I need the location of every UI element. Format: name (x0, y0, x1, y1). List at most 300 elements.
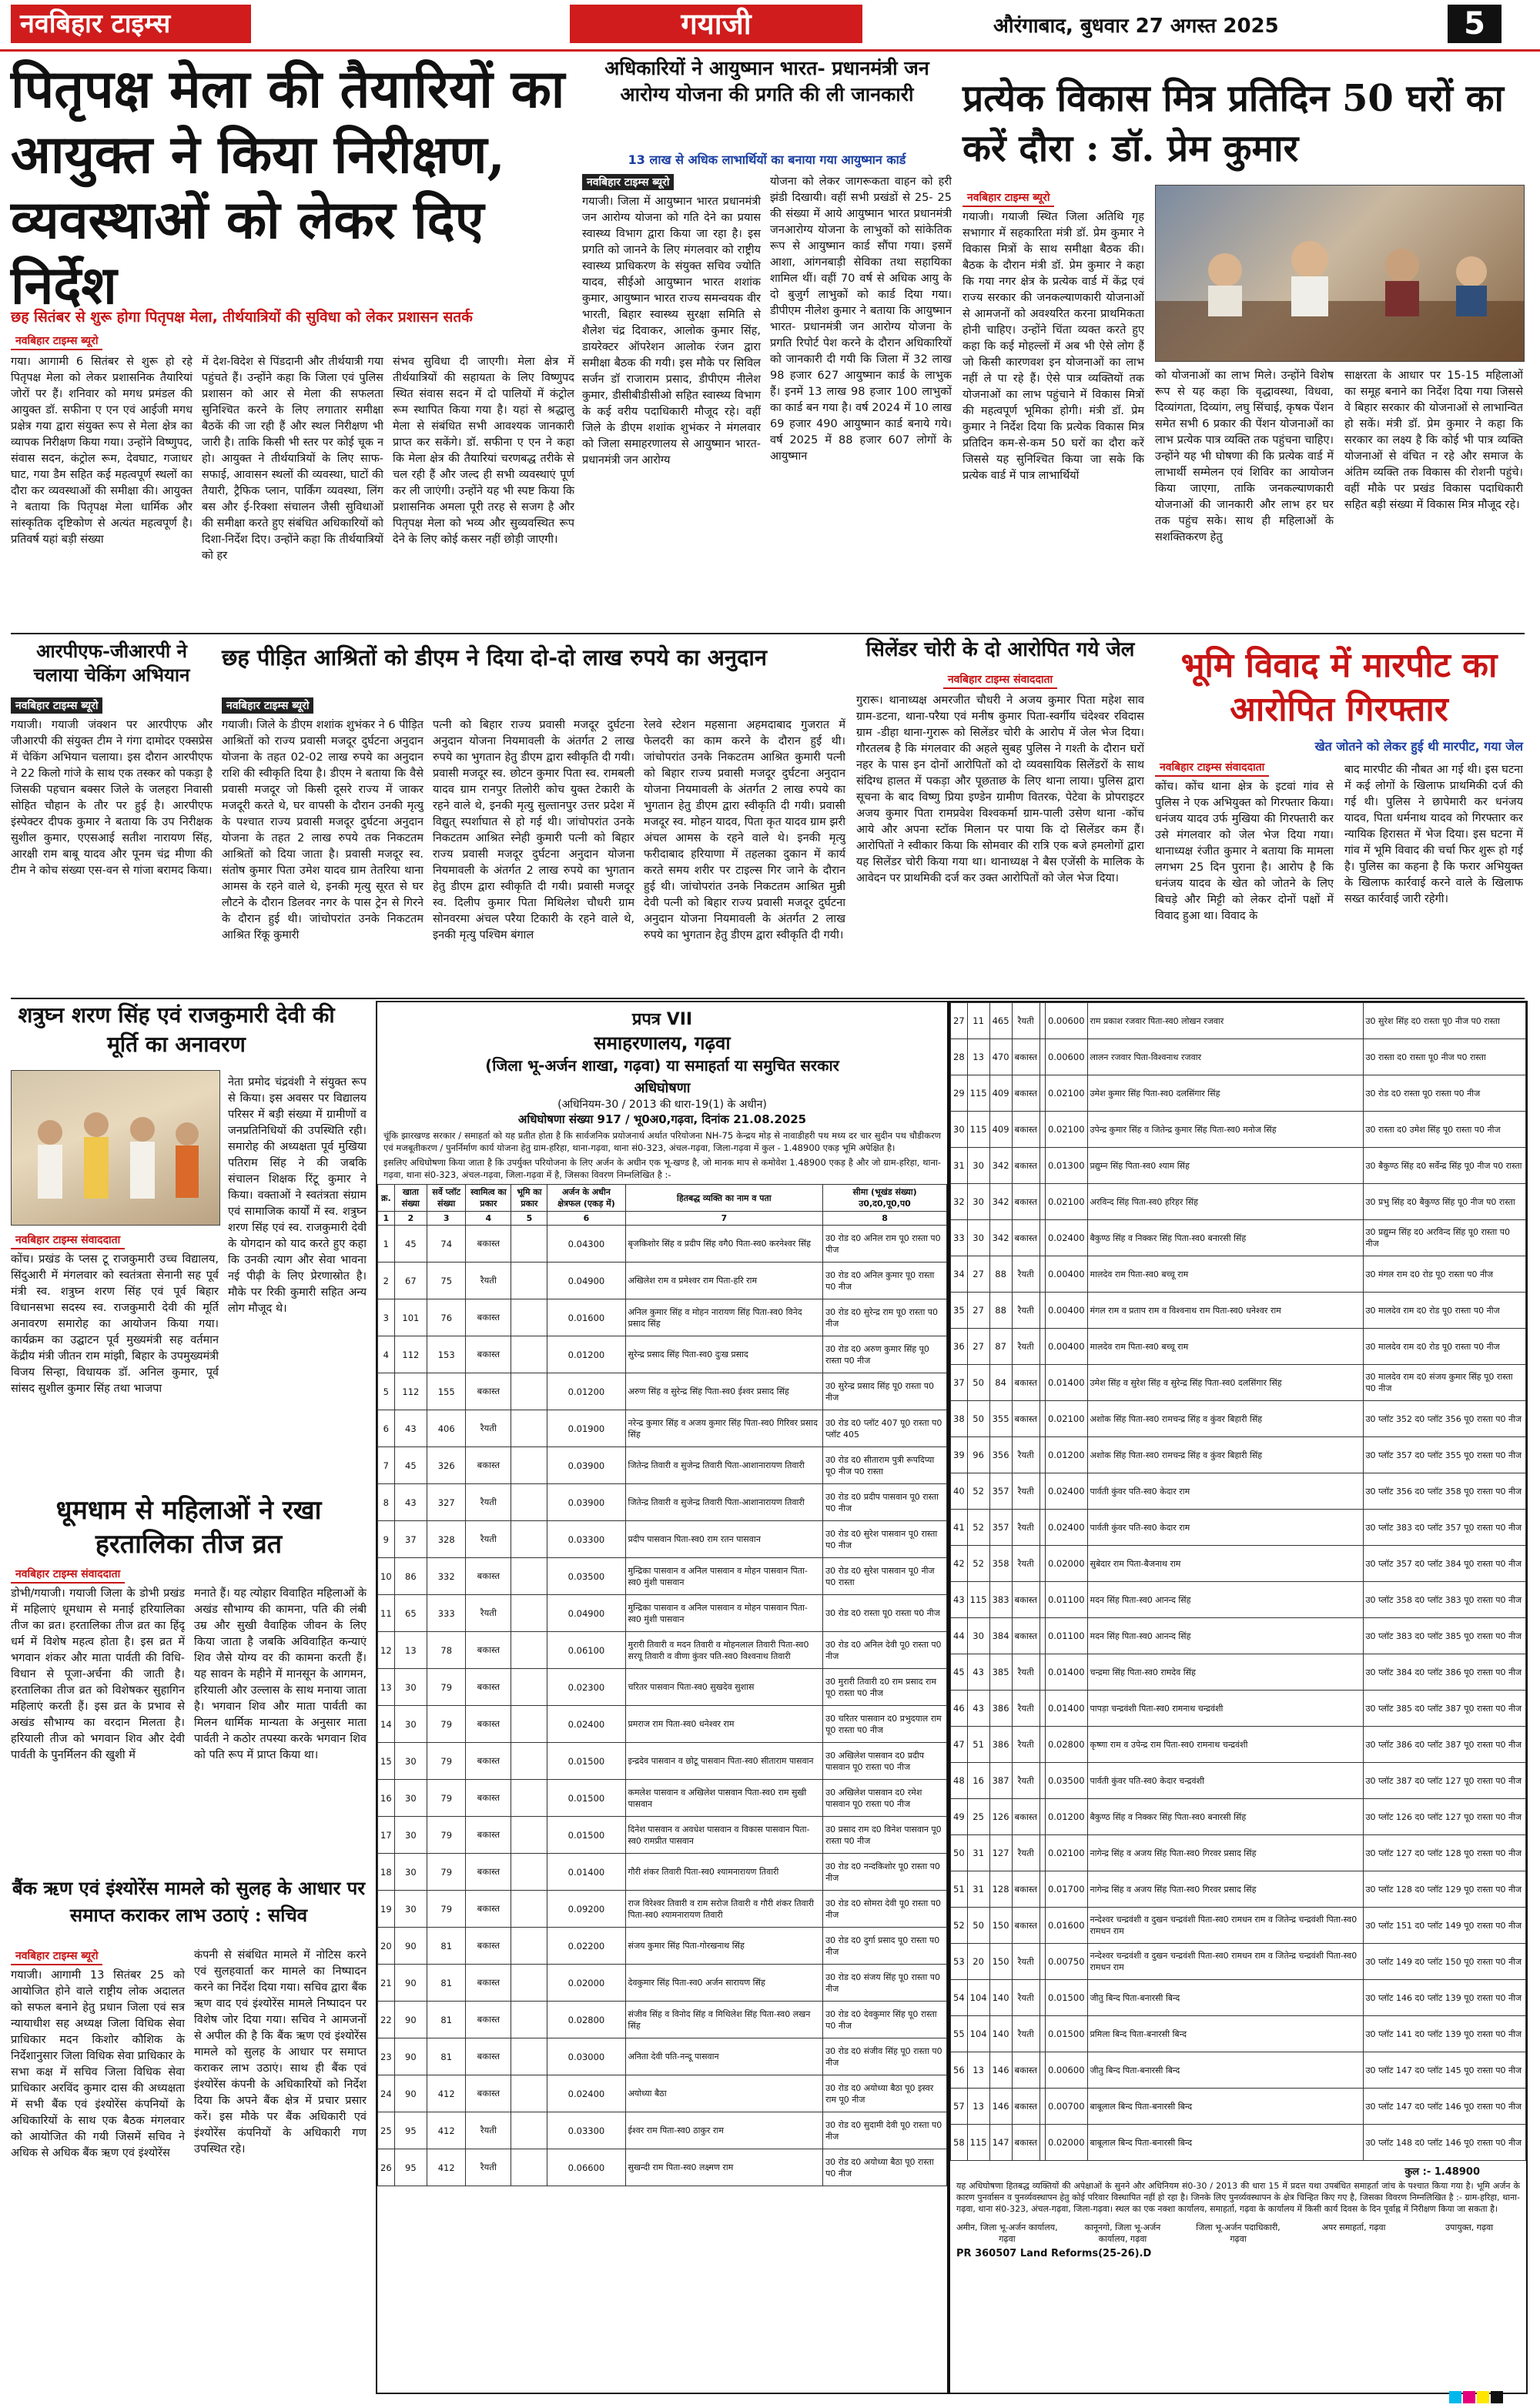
table-cell: 0.01600 (547, 1299, 625, 1336)
table-cell: उ0 प्लॉट 149 द0 प्लॉट 150 पू0 रास्ता प0 नीज (1363, 1944, 1525, 1980)
table-row (951, 1039, 1526, 1075)
table-row (378, 1226, 947, 1263)
table-cell: अयोध्या बैठा (625, 2075, 823, 2112)
table-cell: उ0 रोड द0 नन्दकिशोर पू0 रास्ता प0 नीज (823, 1854, 947, 1891)
table-cell: प्रमिला बिन्द पिता-बनारसी बिन्द (1087, 2016, 1363, 2052)
table-cell: 0.03500 (1045, 1763, 1087, 1799)
table-cell: नन्देश्वर चन्द्रवंशी व दुखन चन्द्रवंशी पिता-स्व0 रामधन राम व जितेन्द्र चन्द्रवंशी पिता-स्व0 रामधन राम (1087, 1908, 1363, 1944)
column-number: 8 (823, 1212, 947, 1226)
table-row (951, 1075, 1526, 1112)
column-number: 2 (394, 1212, 427, 1226)
table-cell: रैयती (466, 1410, 511, 1447)
table-cell (1040, 1293, 1045, 1329)
table-cell: 65 (394, 1595, 427, 1632)
table-cell (511, 1410, 547, 1447)
table-cell: 0.02000 (1045, 1546, 1087, 1582)
table-row (378, 1336, 947, 1373)
table-cell: पार्वती कुंवर पति-स्व0 केदार राम (1087, 1510, 1363, 1546)
table-cell: 13 (967, 2052, 989, 2089)
table-cell: 88 (989, 1293, 1012, 1329)
table-cell: उ0 रोड द0 रास्ता पू0 रास्ता प0 नीज (1363, 1075, 1525, 1112)
notice-act: (अधिनियम-30 / 2013 की धारा-19(1) के अधीन) (557, 1099, 767, 1111)
table-cell: 2 (378, 1263, 395, 1299)
notice-title: अधिघोषणा (634, 1080, 691, 1096)
table-cell (1040, 1112, 1045, 1148)
table-cell: रैयती (1012, 1654, 1040, 1691)
table-cell (511, 1226, 547, 1263)
table-cell: कमलेश पासवान व अखिलेश पासवान पिता-स्व0 राम सुखी पासवान (625, 1780, 823, 1817)
table-cell: 385 (989, 1654, 1012, 1691)
table-cell: रैयती (1012, 1473, 1040, 1510)
table-cell (1040, 1003, 1045, 1039)
table-cell: 412 (427, 2112, 466, 2149)
table-cell: सुबेदार राम पिता-बैजनाथ राम (1087, 1546, 1363, 1582)
table-cell: उ0 रोड द0 सुरेन्द्र राम पू0 रास्ता प0 नीज (823, 1299, 947, 1336)
table-row (378, 1595, 947, 1632)
land-notice-left (376, 1001, 949, 2394)
table-cell: 356 (989, 1437, 1012, 1473)
table-cell: बकास्त (1012, 1582, 1040, 1618)
table-cell: 0.02100 (1045, 1401, 1087, 1437)
table-cell: उ0 प्लॉट 147 द0 प्लॉट 145 पू0 रास्ता प0 नीज (1363, 2052, 1525, 2089)
table-cell: चरितर पासवान पिता-स्व0 सुखदेव सुशास (625, 1669, 823, 1706)
table-cell: उपेन्द्र कुमार सिंह व जितेन्द्र कुमार सिंह पिता-स्व0 मनोज सिंह (1087, 1112, 1363, 1148)
table-cell: 27 (967, 1293, 989, 1329)
table-cell: 34 (951, 1256, 968, 1293)
table-row (951, 2052, 1526, 2089)
section-title: गयाजी (570, 5, 862, 43)
table-cell: नरेन्द्र कुमार सिंह व अजय कुमार सिंह पिता-स्व0 गिरिवर प्रसाद सिंह (625, 1410, 823, 1447)
table-cell: 386 (989, 1727, 1012, 1763)
table-cell: 14 (378, 1706, 395, 1743)
table-row (951, 1220, 1526, 1256)
table-cell: रैयती (1012, 1510, 1040, 1546)
table-row (378, 1410, 947, 1447)
table-cell: उ0 प्लॉट 383 द0 प्लॉट 385 पू0 रास्ता प0 नीज (1363, 1618, 1525, 1654)
table-row (378, 2038, 947, 2075)
grant-headline: छह पीड़ित आश्रितों को डीएम ने दिया दो-दो लाख रुपये का अनुदान (222, 644, 767, 671)
table-cell: जीतु बिन्द पिता-बनारसी बिन्द (1087, 1980, 1363, 2016)
table-cell: 146 (989, 2052, 1012, 2089)
table-cell: 43 (967, 1691, 989, 1727)
table-cell: 155 (427, 1373, 466, 1410)
table-cell: 0.01200 (547, 1336, 625, 1373)
bank-col-2: कंपनी से संबंधित मामले में नोटिस करने एवं सुलहवार्ता कर मामले का निष्पादन करने का निर्देश दिया गया। सचिव द्वारा बैंक ऋण वाद एवं इंश्योरेंस मामले निष्पादन पर विशेष जोर दिया गया। सचिव ने आमजनों से अपील की है कि बैंक ऋण एवं इंश्योरेंस मामले को सुलह के आधार पर समाप्त कराकर लाभ उठाएं। साथ ही बैंक एवं इंश्योरेंस कंपनी के अधिकारियों को निर्देश दिया कि अपने बैंक क्षेत्र में प्रचार प्रसार करें। इस मौके पर बैंक अधिकारी एवं इंश्योरेंस कंपनियों के अधिकारी गण उपस्थित रहे। (194, 1949, 367, 2156)
table-cell: 30 (967, 1220, 989, 1256)
grant-byline: नवबिहार टाइम्स ब्यूरो (222, 697, 313, 714)
table-cell: 0.00750 (1045, 1944, 1087, 1980)
table-cell (1040, 1582, 1045, 1618)
table-cell: मालदेव राम पिता-स्व0 बच्चू राम (1087, 1329, 1363, 1365)
table-cell (1040, 2016, 1045, 2052)
table-cell: उ0 रोड द0 सीताराम पुत्री रूपदिप्या पू0 नीज प0 रास्ता (823, 1447, 947, 1484)
column-header: स्वामित्व का प्रकार (466, 1185, 511, 1212)
table-cell: 101 (394, 1299, 427, 1336)
table-row (378, 1669, 947, 1706)
table-cell: बकास्त (1012, 1871, 1040, 1908)
table-cell: 115 (967, 1112, 989, 1148)
table-cell: 50 (967, 1365, 989, 1401)
table-cell (511, 1263, 547, 1299)
table-cell: उ0 प्लॉट 146 द0 प्लॉट 139 पू0 रास्ता प0 नीज (1363, 1980, 1525, 2016)
column-number: 5 (511, 1212, 547, 1226)
table-cell: बकास्त (1012, 2052, 1040, 2089)
table-cell: 56 (951, 2052, 968, 2089)
table-cell: 0.01500 (547, 1743, 625, 1780)
meeting-photo-art (1156, 186, 1524, 361)
column-header: भूमि का प्रकार (511, 1185, 547, 1212)
rpf-headline-box (11, 639, 213, 687)
table-cell: उ0 रोड द0 सुरेश पासवान पू0 रास्ता प0 नीज (823, 1521, 947, 1558)
table-cell: रैयती (466, 2149, 511, 2186)
table-cell: बकास्त (466, 1447, 511, 1484)
column-header: अर्जन के अधीन क्षेत्रफल (एकड़ में) (547, 1185, 625, 1212)
table-cell: 386 (989, 1691, 1012, 1727)
table-cell (511, 1632, 547, 1669)
total-label: कुल :- (1404, 2166, 1431, 2178)
paper-name: नवबिहार टाइम्स (11, 5, 251, 43)
table-cell: 11 (378, 1595, 395, 1632)
table-row (951, 1256, 1526, 1293)
bank-col-1: गयाजी। आगामी 13 सितंबर 25 को आयोजित होने वाले राष्ट्रीय लोक अदालत को सफल बनाने हेतु प्रधान जिला एवं सत्र न्यायाधीश सह अध्यक्ष जिला विधिक सेवा प्राधिकार मदन किशोर कौशिक के निर्देशानुसार जिला विधिक सेवा प्राधिकार के सभा कक्ष में सचिव जिला विधिक सेवा प्राधिकार अरविंद कुमार दास की अध्यक्षता में सभी बैंक एवं इंश्योरेंस कंपनियों के अधिकारियों के साथ एक बैठक मंगलवार को आयोजित की गयी जिसमें सचिव ने अधिक से अधिक बैंक ऋण एवं इंश्योरेंस (11, 1969, 185, 2160)
table-cell: 38 (951, 1401, 968, 1437)
table-cell: उ0 प्रभु सिंह द0 बैकुण्ठ सिंह पू0 नीज प0 रास्ता (1363, 1184, 1525, 1220)
table-cell (1040, 2089, 1045, 2125)
lead-col-1: गया। आगामी 6 सितंबर से शुरू हो रहे पितृपक्ष मेला को लेकर प्रशासनिक तैयारियां जोरों पर हैं। शनिवार को मगध प्रमंडल की आयुक्त डॉ. सफीना ए एन एवं आईजी मगध प्रक्षेत्र गया द्वारा संयुक्त रूप से मेला क्षेत्र का व्यापक निरीक्षण किया गया। उन्होंने विष्णुपद, संवास सदन, कंट्रोल रूम, देवघाट, गजाधर घाट, गया डैम सहित कई महत्वपूर्ण स्थलों का दौरा कर व्यवस्थाओं की समीक्षा की। आयुक्त ने बताया कि पितृपक्ष मेला धार्मिक और सांस्कृतिक दृष्टिकोण से अत्यंत महत्वपूर्ण है। प्रतिवर्ष यहां बड़ी संख्या (11, 356, 192, 547)
table-cell (1040, 1908, 1045, 1944)
table-cell: 327 (427, 1484, 466, 1521)
table-cell (1040, 2052, 1045, 2089)
bhumi-col-1: कोंच। कोंच थाना क्षेत्र के इटवां गांव से पुलिस ने एक अभियुक्त को गिरफ्तार किया। धनंजय यादव उर्फ मुखिया की गिरफ्तारी कर उसे मंगलवार को जेल भेज दिया गया। थानाध्यक्ष रंजीत कुमार ने बताया कि मामला लगभग 25 दिन पुराना है। आरोप है कि धनंजय यादव के खेत को जोतने के लिए बिचड़े और मिट्टी को लेकर दोनों पक्षों में विवाद हुआ था। विवाद के (1155, 781, 1334, 923)
table-cell: 342 (989, 1220, 1012, 1256)
table-cell: उ0 रोड द0 अरुण कुमार सिंह पू0 रास्ता प0 नीज (823, 1336, 947, 1373)
table-cell: 31 (967, 1835, 989, 1871)
table-cell: रैयती (1012, 1835, 1040, 1871)
total-row (950, 2161, 1526, 2179)
signatory: जिला भू-अर्जन पदाधिकारी, गढ़वा (1196, 2222, 1281, 2244)
table-cell: उ0 रोड द0 अनिल देवी पू0 रास्ता प0 नीज (823, 1632, 947, 1669)
table-cell: अरविन्द सिंह पिता-स्व0 हरिहर सिंह (1087, 1184, 1363, 1220)
table-cell: देवकुमार सिंह पिता-स्व0 अर्जन सारायण सिंह (625, 1965, 823, 2002)
table-row (378, 1447, 947, 1484)
table-cell: लालन रजवार पिता-विश्वनाथ रजवार (1087, 1039, 1363, 1075)
table-cell: बकास्त (466, 1706, 511, 1743)
table-cell: 35 (951, 1293, 968, 1329)
bhumi-headline-box (1155, 644, 1523, 731)
table-cell: रैयती (466, 1484, 511, 1521)
table-cell: 0.00600 (1045, 1039, 1087, 1075)
table-cell (1040, 1799, 1045, 1835)
table-cell: 357 (989, 1510, 1012, 1546)
masthead (0, 0, 1540, 52)
table-cell: नन्देश्वर चन्द्रवंशी व दुखन चन्द्रवंशी पिता-स्व0 रामधन राम व जितेन्द्र चन्द्रवंशी पिता-स्व0 रामधन राम (1087, 1944, 1363, 1980)
table-cell: रैयती (1012, 1437, 1040, 1473)
table-cell: राज विरेश्वर तिवारी व राम सरोज तिवारी व गौरी शंकर तिवारी पिता-स्व0 श्यामनारायण तिवारी (625, 1891, 823, 1928)
table-row (951, 1329, 1526, 1365)
table-cell: 33 (951, 1220, 968, 1256)
table-cell: 0.03900 (547, 1447, 625, 1484)
table-cell: 11 (967, 1003, 989, 1039)
table-cell: 0.09200 (547, 1891, 625, 1928)
table-cell: 24 (378, 2075, 395, 2112)
table-cell (1040, 1546, 1045, 1582)
table-cell (1040, 1654, 1045, 1691)
table-cell: 13 (967, 1039, 989, 1075)
table-cell: 153 (427, 1336, 466, 1373)
table-row (378, 1299, 947, 1336)
table-cell: बैकुण्ठ सिंह व निक्कर सिंह पिता-स्व0 बनारसी सिंह (1087, 1799, 1363, 1835)
table-cell: अनिल कुमार सिंह व मोहन नारायण सिंह पिता-स्व0 विनेद प्रसाद सिंह (625, 1299, 823, 1336)
table-cell: उ0 रोड द0 संजय सिंह पू0 रास्ता प0 नीज (823, 1965, 947, 2002)
table-cell: उ0 मालदेव राम द0 संजय कुमार सिंह पू0 रास्ता प0 नीज (1363, 1365, 1525, 1401)
table-cell: 355 (989, 1401, 1012, 1437)
table-cell: उमेश सिंह व सुरेश सिंह व सुरेन्द्र सिंह पिता-स्व0 दलसिंगार सिंह (1087, 1365, 1363, 1401)
column-number: 7 (625, 1212, 823, 1226)
table-cell: 0.01400 (547, 1854, 625, 1891)
table-row (951, 1871, 1526, 1908)
table-cell: रैयती (1012, 1329, 1040, 1365)
table-cell: 0.01100 (1045, 1582, 1087, 1618)
table-cell: 90 (394, 2075, 427, 2112)
table-cell: अशोक सिंह पिता-स्व0 रामचन्द्र सिंह व कुंवर बिहारी सिंह (1087, 1401, 1363, 1437)
meeting-photo (1155, 185, 1525, 362)
table-cell: प्रमराज राम पिता-स्व0 धनेश्वर राम (625, 1706, 823, 1743)
table-cell: 27 (967, 1329, 989, 1365)
table-cell: बकास्त (466, 1373, 511, 1410)
table-cell: बकास्त (1012, 1148, 1040, 1184)
table-cell (511, 1299, 547, 1336)
table-cell: मदन सिंह पिता-स्व0 आनन्द सिंह (1087, 1618, 1363, 1654)
bank-byline-box (11, 1948, 102, 1965)
table-cell: 87 (989, 1329, 1012, 1365)
vikas-headline-box (962, 74, 1525, 182)
table-cell: 23 (378, 2038, 395, 2075)
table-row (951, 1763, 1526, 1799)
table-cell: 383 (989, 1582, 1012, 1618)
table-cell: 54 (951, 1980, 968, 2016)
column-number: 4 (466, 1212, 511, 1226)
cylinder-headline: सिलेंडर चोरी के दो आरोपित गये जेल (865, 638, 1135, 661)
vikas-col-2: को योजनाओं का लाभ मिले। उन्होंने विशेष रूप से यह कहा कि वृद्धावस्था, विधवा, दिव्यांगता, दिव्यांग, लघु सिंचाई, कृषक पेंशन समेत सभी 6 प्रकार की पेंशन योजनाओं का लाभ प्रत्येक पात्र व्यक्ति तक पहुंचना चाहिए। उन्होंने यह भी घोषणा की कि प्रत्येक वार्ड में लाभार्थी सम्मेलन एवं शिविर का आयोजन किया जाएगा, ताकि जनकल्याणकारी योजनाओं की जानकारी और लाभ हर घर तक पहुंच सके। साथ ही महिलाओं के सशक्तिकरण हेतु (1155, 370, 1334, 544)
vikas-col-1: गयाजी। गयाजी स्थित जिला अतिथि गृह सभागार में सहकारिता मंत्री डॉ. प्रेम कुमार ने विकास मित्रों के साथ समीक्षा बैठक की। बैठक के दौरान मंत्री डॉ. प्रेम कुमार ने कहा कि गया नगर क्षेत्र के प्रत्येक वार्ड में केंद्र एवं राज्य सरकार की जनकल्याणकारी योजनाओं से आमजनों को अवश्यरित करना प्राथमिकता होनी चाहिए। उन्होंने चिंता व्यक्त करते हुए कहा कि कई मोहल्लों में अब भी ऐसे लोग हैं जो किसी कारणवश इन योजनाओं का लाभ नहीं ले पा रहे हैं। ऐसे पात्र व्यक्तियों तक योजनाओं का लाभ पहुंचाने में विकास मित्रों की महत्वपूर्ण भूमिका होगी। मंत्री डॉ. प्रेम कुमार ने निर्देश दिया कि प्रत्येक विकास मित्र प्रतिदिन कम-से-कम 50 घरों का दौरा करें जिससे यह सुनिश्चित किया जा सके कि प्रत्येक वार्ड में पात्र लाभार्थियों (962, 211, 1144, 483)
table-cell: 0.01500 (1045, 2016, 1087, 2052)
table-row (951, 1112, 1526, 1148)
bank-headline: बैंक ऋण एवं इंश्योरेंस मामले को सुलह के आधार पर समाप्त कराकर लाभ उठाएं : सचिव (12, 1877, 366, 1926)
cyan-mark (1449, 2391, 1461, 2403)
table-cell: रैयती (1012, 1256, 1040, 1293)
table-cell (1040, 1256, 1045, 1293)
table-cell: 1 (378, 1226, 395, 1263)
table-cell: उ0 रोड द0 रास्ता पू0 रास्ता प0 नीज (823, 1595, 947, 1632)
signatory: अमीन, जिला भू-अर्जन कार्यालय, गढ़वा (956, 2222, 1058, 2244)
table-cell: 79 (427, 1817, 466, 1854)
table-cell: उ0 रोड द0 संजीव सिंह पू0 रास्ता प0 नीज (823, 2038, 947, 2075)
ayushman-col-1: गयाजी। जिला में आयुष्मान भारत प्रधानमंत्री जन आरोग्य योजना को गति देने का प्रयास स्वास्थ्य विभाग द्वारा किया जा रहा है। इस प्रगति को जानने के लिए मंगलवार को राष्ट्रीय स्वास्थ्य प्राधिकरण के संयुक्त सचिव ज्योति यादव, सीईओ आयुष्मान भारत शशांक कुमार, आयुष्मान भारत राज्य समन्वयक वीर भारती, बिहार स्वास्थ्य सुरक्षा समिति से शैलेश चंद्र दिवाकर, आलोक कुमार सिंह, डायरेक्टर ऑपरेशन आलोक रंजन द्वारा समीक्षा बैठक की गयी। इस मौके पर सिविल सर्जन डॉ राजाराम प्रसाद, डीपीएम नीलेश कुमार, डीसीबीडीसीओ सहित स्वास्थ्य विभाग के कई वरीय पदाधिकारी मौजूद रहे। वहीं जिले के डीएम शशांक शुभंकर ने मंगलवार को जिला समाहरणालय से आयुष्मान भारत- प्रधानमंत्री जन आरोग्य (582, 196, 761, 467)
bank-byline: नवबिहार टाइम्स ब्यूरो (11, 1948, 102, 1965)
table-cell: 0.02300 (547, 1669, 625, 1706)
table-cell: रैयती (1012, 1003, 1040, 1039)
table-cell: 13 (394, 1632, 427, 1669)
table-cell: मुन्द्रिका पासवान व अनिल पासवान व मोहन पासवान पिता-स्व0 मुंशी पासवान (625, 1595, 823, 1632)
table-cell (511, 1743, 547, 1780)
table-cell (511, 2112, 547, 2149)
table-cell: बकास्त (466, 1226, 511, 1263)
lead-headline: पितृपक्ष मेला की तैयारियों का आयुक्त ने किया निरीक्षण, व्यवस्थाओं को लेकर दिए निर्देश (11, 59, 565, 316)
table-cell: 328 (427, 1521, 466, 1558)
table-cell: रैयती (1012, 1980, 1040, 2016)
table-cell: रैयती (1012, 1727, 1040, 1763)
table-cell: उ0 प्रद्युम्न सिंह द0 अरविन्द सिंह पू0 रास्ता प0 नीज (1363, 1220, 1525, 1256)
table-cell: 95 (394, 2112, 427, 2149)
table-cell: उ0 रोड द0 दुर्गा प्रसाद पू0 रास्ता प0 नीज (823, 1928, 947, 1965)
table-cell: 104 (967, 2016, 989, 2052)
table-row (378, 2002, 947, 2038)
table-cell: 5 (378, 1373, 395, 1410)
lead-headline-box (11, 57, 573, 316)
land-table-header (378, 1185, 947, 1212)
murti-col-1: कोंच। प्रखंड के प्लस टू राजकुमारी उच्च विद्यालय, सिंदुआरी में मंगलवार को स्वतंत्रता सेनानी सह पूर्व मंत्री स्व. शत्रुघ्न शरण सिंह एवं पूर्व बिहार विधानसभा सदस्य स्व. राजकुमारी देवी की मूर्ति अनावरण समारोह का आयोजन किया गया। कार्यक्रम का उद्घाटन पूर्व मुख्यमंत्री सह वर्तमान केंद्रीय मंत्री जीतन राम मांझी, बिहार के उपमुख्यमंत्री विजय सिन्हा, विधायक डॉ. अनिल कुमार, पूर्व सांसद सुशील कुमार सिंह तथा भाजपा (11, 1253, 219, 1396)
table-row (378, 1743, 947, 1780)
table-row (951, 1908, 1526, 1944)
issue-date: औरंगाबाद, बुधवार 27 अगस्त 2025 (993, 15, 1279, 38)
table-cell: उ0 सुरेन्द्र प्रसाद सिंह पू0 रास्ता प0 नीज (823, 1373, 947, 1410)
table-cell: 52 (967, 1546, 989, 1582)
table-row (378, 1263, 947, 1299)
notice-header (377, 1002, 947, 1127)
table-cell: 0.01200 (547, 1373, 625, 1410)
notice-intro-2: इसलिए अधिघोषणा किया जाता है कि उपर्युक्त परियोजना के लिए अर्जन के अधीन एक भू-खण्ड है, जो मानक माप से कमोवेश 1.48900 एकड़ है और जो ग्राम-हरिहा, थाना-गढ़वा, थाना सं0-323, अंचल-गढ़वा, जिला-गढ़वा में है, जिसका विवरण निम्नलिखित है :- (383, 1157, 941, 1180)
table-row (378, 1854, 947, 1891)
table-cell: 0.03900 (547, 1484, 625, 1521)
table-cell: बकास्त (1012, 1220, 1040, 1256)
table-row (378, 1373, 947, 1410)
table-cell: 384 (989, 1618, 1012, 1654)
murti-col-2: नेता प्रमोद चंद्रवंशी ने संयुक्त रूप से किया। इस अवसर पर विद्यालय परिसर में बड़ी संख्या में ग्रामीणों व जनप्रतिनिधियों की उपस्थिति रही। समारोह की अध्यक्षता पूर्व मुखिया पतिराम सिंह ने की जबकि संचालन शिक्षक रिंटू कुमार ने किया। वक्ताओं ने स्वतंत्रता संग्राम एवं सामाजिक कार्यों में स्व. शत्रुघ्न शरण सिंह एवं स्व. राजकुमारी देवी के योगदान को याद करते हुए कहा कि उनकी त्याग और सेवा भावना नई पीढ़ी के लिए प्रेरणास्रोत है। मौके पर रिकी कुमारी सहित अन्य लोग मौजूद थे। (228, 1076, 367, 1316)
table-row (378, 1521, 947, 1558)
ayushman-subhead: 13 लाख से अधिक लाभार्थियों का बनाया गया आयुष्मान कार्ड (628, 152, 906, 167)
table-cell: प्रद्युम्न सिंह पिता-स्व0 श्याम सिंह (1087, 1148, 1363, 1184)
table-cell: 0.01600 (1045, 1908, 1087, 1944)
table-cell (511, 1447, 547, 1484)
table-cell (511, 1484, 547, 1521)
table-cell: 0.04900 (547, 1263, 625, 1299)
table-cell: 49 (951, 1799, 968, 1835)
table-row (951, 1401, 1526, 1437)
table-cell: 333 (427, 1595, 466, 1632)
table-cell: 0.01400 (1045, 1365, 1087, 1401)
table-cell: 30 (967, 1618, 989, 1654)
table-cell: 16 (967, 1763, 989, 1799)
table-cell: 104 (967, 1980, 989, 2016)
table-cell: रैयती (1012, 1691, 1040, 1727)
table-cell: अरुण सिंह व सुरेन्द्र सिंह पिता-स्व0 ईश्वर प्रसाद सिंह (625, 1373, 823, 1410)
table-row (951, 1944, 1526, 1980)
rpf-headline: आरपीएफ-जीआरपी ने चलाया चेकिंग अभियान (33, 640, 190, 687)
table-cell: उ0 रोड द0 सोमरा देवी पू0 रास्ता प0 नीज (823, 1891, 947, 1928)
table-cell: 150 (989, 1908, 1012, 1944)
table-cell: 140 (989, 1980, 1012, 2016)
teej-byline-box (11, 1566, 125, 1584)
table-cell: रैयती (1012, 1546, 1040, 1582)
table-cell: उ0 प्लॉट 356 द0 प्लॉट 358 पू0 रास्ता प0 नीज (1363, 1473, 1525, 1510)
table-row (951, 1980, 1526, 2016)
table-cell: 30 (394, 1854, 427, 1891)
table-cell: 342 (989, 1184, 1012, 1220)
table-cell: 0.00600 (1045, 1003, 1087, 1039)
table-cell: बाबूलाल बिन्द पिता-बनारसी बिन्द (1087, 2125, 1363, 2161)
table-row (951, 1654, 1526, 1691)
table-cell: बकास्त (1012, 1184, 1040, 1220)
table-cell: 409 (989, 1112, 1012, 1148)
table-cell: उ0 प्लॉट 127 द0 प्लॉट 128 पू0 रास्ता प0 नीज (1363, 1835, 1525, 1871)
table-cell (1040, 1727, 1045, 1763)
table-cell: 31 (951, 1148, 968, 1184)
vikas-byline: नवबिहार टाइम्स ब्यूरो (962, 189, 1054, 207)
table-cell: रैयती (466, 1521, 511, 1558)
table-cell: 44 (951, 1618, 968, 1654)
table-cell: 28 (951, 1039, 968, 1075)
table-row (951, 2125, 1526, 2161)
table-cell (511, 1706, 547, 1743)
table-cell: 0.06100 (547, 1632, 625, 1669)
table-cell: 0.01200 (1045, 1437, 1087, 1473)
table-row (378, 1558, 947, 1595)
grant-col-2: पत्नी को बिहार राज्य प्रवासी मजदूर दुर्घटना अनुदान योजना नियमावली के अंतर्गत 2 लाख रुपये का भुगतान हेतु डीएम द्वारा स्वीकृति दी गयी। प्रवासी मजदूर स्व. छोटन कुमार पिता स्व. रामबली यादव ग्राम रानपुर तिलोरी कोच युक्त टेकारी के रहने वाले थे, इनकी मृत्यु सुल्तानपुर उत्तर प्रदेश में विद्युत् स्पर्शाघात से हो गई थी। जांचोपरांत उनके निकटतम आश्रित स्नेही कुमारी पत्नी को बिहार राज्य प्रवासी मजदूर दुर्घटना अनुदान योजना नियमावली के अंतर्गत 2 लाख रुपये का भुगतान हेतु डीएम द्वारा स्वीकृति दी गयी। प्रवासी मजदूर स्व. दिलीप कुमार पिता मिथिलेश चौधरी ग्राम सोनवरमा अंचल परैया टिकारी के रहने वाले थे, इनकी मृत्यु पश्चिम बंगाल (433, 719, 634, 942)
table-cell: बैकुण्ठ सिंह व निक्कर सिंह पिता-स्व0 बनारसी सिंह (1087, 1220, 1363, 1256)
table-cell (1040, 1835, 1045, 1871)
table-row (951, 1799, 1526, 1835)
table-cell: 30 (394, 1706, 427, 1743)
table-cell: 332 (427, 1558, 466, 1595)
table-cell: गौरी शंकर तिवारी पिता-स्व0 श्यामनारायण तिवारी (625, 1854, 823, 1891)
table-cell: उ0 बैकुण्ठ सिंह द0 सर्वेन्द्र सिंह पू0 नीज प0 रास्ता (1363, 1148, 1525, 1184)
table-cell: 6 (378, 1410, 395, 1447)
column-header: क्र. (378, 1185, 395, 1212)
table-cell (1040, 1329, 1045, 1365)
table-cell: 21 (378, 1965, 395, 2002)
table-cell: सुखन्दी राम पिता-स्व0 लक्ष्मण राम (625, 2149, 823, 2186)
table-cell (511, 1780, 547, 1817)
table-cell: 10 (378, 1558, 395, 1595)
table-cell: 0.02000 (1045, 2125, 1087, 2161)
table-cell: 75 (427, 1263, 466, 1299)
ayushman-byline: नवबिहार टाइम्स ब्यूरो (582, 174, 674, 190)
table-cell: 0.01300 (1045, 1148, 1087, 1184)
table-cell: 127 (989, 1835, 1012, 1871)
table-cell: उमेश कुमार सिंह पिता-स्व0 दलसिंगार सिंह (1087, 1075, 1363, 1112)
column-header: सर्वे प्लॉट संख्या (427, 1185, 466, 1212)
cylinder-body: गुरारू। थानाध्यक्ष अमरजीत चौधरी ने अजय कुमार पिता महेश साव ग्राम-डटना, थाना-परैया एवं मनीष कुमार पिता-स्वर्गीय चंदेश्वर रविदास ग्राम -डीहा थाना-गुरारू को सिलेंडर चोरी के आरोप में जेल भेज दिया। गौरतलब है कि मंगलवार की अहले सुबह पुलिस ने गश्ती के दौरान घरों नहर के पास इन दोनों आरोपितों को दो व्यवसायिक सिलेंडरों के साथ संदिग्ध हालत में पकड़ा और पूछताछ के लिए थाना लाया। पुलिस द्वारा सूचना के बाद विष्णु प्रिया इण्डेन ग्रामीण वितरक, पेटेवा के प्रोपराइटर अजय कुमार पिता रामप्रवेश विश्वकर्मा ग्राम-पाली उसेण थाना -कोंच आये और अपना स्टॉक मिलान पर पाया कि दो सिलेंडर कम हैं। आरोपितों ने स्वीकार किया कि सोमवार की रात्रि एक बजे हमलोगों द्वारा यह सिलेंडर चोरी किया गया था। थानाध्यक्ष ने बैस एजेंसी के मालिक के आवेदन पर प्राथमिकी दर्ज कर उक्त आरोपितों को जेल भेज दिया। (856, 694, 1144, 885)
table-cell: बकास्त (466, 1965, 511, 2002)
table-cell: 37 (951, 1365, 968, 1401)
table-cell: रैयती (466, 1263, 511, 1299)
divider-2 (11, 998, 1525, 999)
table-cell: बकास्त (1012, 1075, 1040, 1112)
table-cell (511, 1336, 547, 1373)
table-cell: 406 (427, 1410, 466, 1447)
cylinder-byline: नवबिहार टाइम्स संवाददाता (943, 671, 1057, 689)
table-cell: 30 (394, 1669, 427, 1706)
murti-byline-box (11, 1232, 125, 1249)
table-cell: उ0 मंगल राम द0 रोड पू0 रास्ता प0 नीज (1363, 1256, 1525, 1293)
table-cell: उ0 प्लॉट 147 द0 प्लॉट 146 पू0 रास्ता प0 नीज (1363, 2089, 1525, 2125)
table-row (951, 1618, 1526, 1654)
table-cell: 43 (394, 1484, 427, 1521)
notice-ref: अधिघोषणा संख्या 917 / भू0अ0,गढ़वा, दिनांक 21.08.2025 (517, 1112, 807, 1126)
table-cell: 357 (989, 1473, 1012, 1510)
table-cell: जितेन्द्र तिवारी व सुजेन्द्र तिवारी पिता-आशानारायण तिवारी (625, 1447, 823, 1484)
table-row (378, 2112, 947, 2149)
